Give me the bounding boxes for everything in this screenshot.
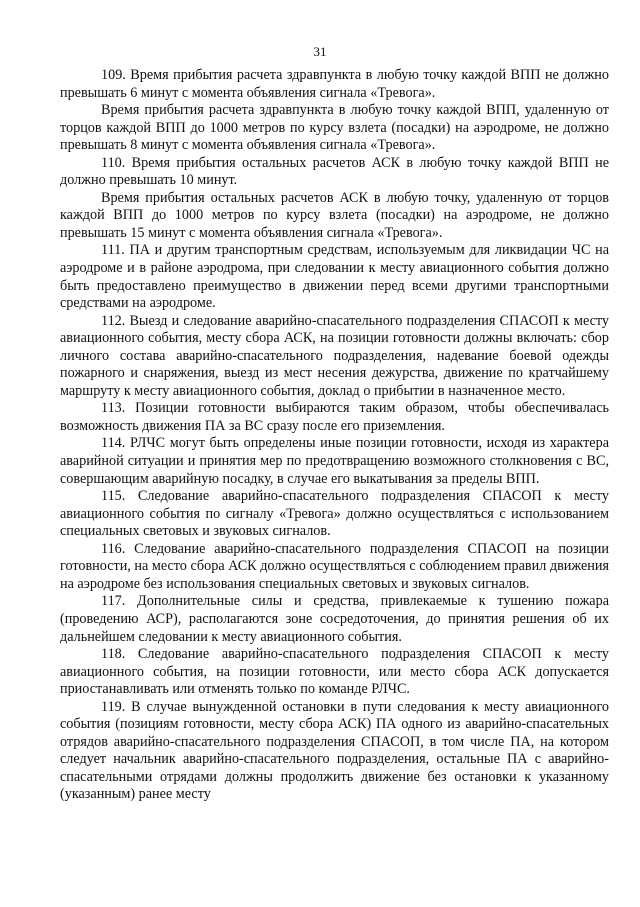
paragraph-115: 115. Следование аварийно-спасательного подразделения СПАСОП к месту авиационного события по сигналу «Тревога» должно осуществляться с использованием специальных световых и звуковых сигналов. — [60, 488, 609, 540]
paragraph-114: 114. РЛЧС могут быть определены иные позиции готовности, исходя из характера аварийной ситуации и принятия мер по предотвращению возможного столкновения с ВС, совершающим аварийную посадку, в случае его выкатывания за пределы ВПП. — [60, 435, 609, 487]
paragraph-111: 111. ПА и другим транспортным средствам, используемым для ликвидации ЧС на аэродроме и в районе аэродрома, при следовании к месту авиационного события должно быть предоставлено преимущество в движении перед всеми другими транспортными средствами на аэродроме. — [60, 242, 609, 312]
paragraph-118: 118. Следование аварийно-спасательного подразделения СПАСОП к месту авиационного события, на позиции готовности, или место сбора АСК допускается приостанавливать или отменять только по команде РЛЧС. — [60, 646, 609, 698]
paragraph-110-continuation: Время прибытия остальных расчетов АСК в любую точку, удаленную от торцов каждой ВПП до 1000 метров по курсу взлета (посадки) на аэродроме, не должно превышать 15 минут с момента объявления сигнала «Тревога». — [60, 189, 609, 241]
paragraph-117: 117. Дополнительные силы и средства, привлекаемые к тушению пожара (проведению АСР), располагаются зоне сосредоточения, до принятия решения об их дальнейшем следовании к месту авиационного события. — [60, 593, 609, 645]
text-body — [60, 67, 609, 804]
page-number: 31 — [313, 44, 327, 59]
paragraph-113: 113. Позиции готовности выбираются таким образом, чтобы обеспечивалась возможность движения ПА за ВС сразу после его приземления. — [60, 400, 609, 434]
paragraph-109: 109. Время прибытия расчета здравпункта в любую точку каждой ВПП не должно превышать 6 минут с момента объявления сигнала «Тревога». — [60, 67, 609, 101]
paragraph-110: 110. Время прибытия остальных расчетов АСК в любую точку каждой ВПП не должно превышать 10 минут. — [60, 154, 609, 189]
paragraph-112: 112. Выезд и следование аварийно-спасательного подразделения СПАСОП к месту авиационного события, месту сбора АСК, на позиции готовности должны включать: сбор личного состава аварийно-спасательного подразделения, надевание боевой одежды пожарного и снаряжения, выезд из мест несения дежурства, движение по кратчайшему маршруту к месту авиационного события, доклад о прибытии в назначенное место. — [60, 312, 609, 399]
paragraph-116: 116. Следование аварийно-спасательного подразделения СПАСОП на позиции готовности, на место сбора АСК должно осуществляться с соблюдением правил движения на аэродроме без использования специальных световых и звуковых сигналов. — [60, 540, 609, 592]
paragraph-109-continuation: Время прибытия расчета здравпункта в любую точку каждой ВПП, удаленную от торцов каждой ВПП до 1000 метров по курсу взлета (посадки) на аэродроме, не должно превышать 8 минут с момента объявления сигнала «Тревога». — [60, 102, 609, 154]
paragraph-119: 119. В случае вынужденной остановки в пути следования к месту авиационного события (позициям готовности, месту сбора АСК) ПА одного из аварийно-спасательных отрядов аварийно-спасательного подразделения СПАСОП, в том числе ПА, на котором следует начальник аварийно-спасательного подразделения, остальные ПА с аварийно-спасательными отрядами должны продолжить движение без остановки к указанному (указанным) ранее месту — [60, 698, 609, 803]
